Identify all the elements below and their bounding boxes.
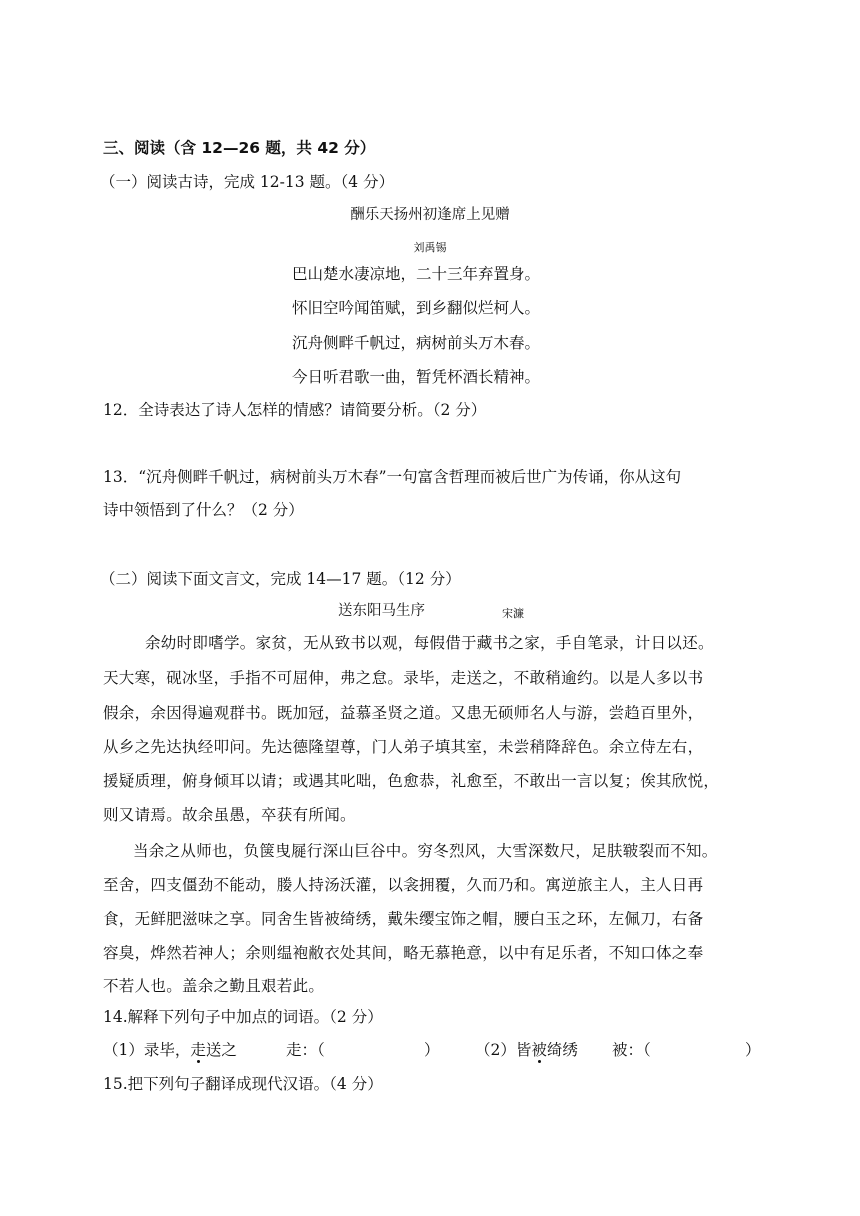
para2-line-3: 食，无鲜肥滋味之享。同舍生皆被绮绣，戴朱缨宝饰之帽，腰白玉之环，左佩刀，右备 [103,910,704,928]
q14-item2-answer-close: ） [745,1041,761,1059]
section-heading: 三、阅读（含 12—26 题，共 42 分） [103,139,376,157]
para1-line-2: 天大寒，砚冰坚，手指不可屈伸，弗之怠。录毕，走送之，不敢稍逾约。以是人多以书 [103,669,704,687]
q14-item2-answer-label: 被：（ [612,1041,651,1059]
q14-item1-prefix: （1）录毕， [103,1041,191,1059]
para1-line-3: 假余，余因得遍观群书。既加冠，益慕圣贤之道。又患无硕师名人与游，尝趋百里外， [103,704,704,722]
question-14-item-1 [103,1040,237,1060]
poem-title: 酬乐天扬州初逢席上见赠 [350,207,510,223]
question-13-line-1: 13．“沉舟侧畔千帆过，病树前头万木春”一句富含哲理而被后世广为传诵，你从这句 [103,468,682,486]
poem-line-2: 怀旧空吟闻笛赋，到乡翻似烂柯人。 [292,299,541,317]
para1-line-6: 则又请焉。故余虽愚，卒获有所闻。 [103,806,356,824]
part1-intro: （一）阅读古诗，完成 12-13 题。（4 分） [100,173,395,191]
question-14-item-2 [475,1040,578,1060]
para1-line-1: 余幼时即嗜学。家贫，无从致书以观，每假借于藏书之家，手自笔录，计日以还。 [145,634,714,652]
q14-item1-dotted-word: 走 [190,1041,206,1059]
para2-line-5: 不若人也。盖余之勤且艰若此。 [103,977,325,995]
para2-line-2: 至舍，四支僵劲不能动，媵人持汤沃灌，以衾拥覆，久而乃和。寓逆旅主人，主人日再 [103,876,704,894]
para2-line-1: 当余之从师也，负箧曳屣行深山巨谷中。穷冬烈风，大雪深数尺，足肤皲裂而不知。 [133,842,718,860]
q14-item1-answer-label: 走：（ [286,1041,325,1059]
q14-item2-dotted-word: 被 [531,1041,547,1059]
q14-item2-prefix: （2）皆 [475,1041,532,1059]
question-13-line-2: 诗中领悟到了什么？（2 分） [103,501,304,519]
poem-line-1: 巴山楚水凄凉地，二十三年弃置身。 [292,265,541,283]
question-15: 15.把下列句子翻译成现代汉语。（4 分） [103,1075,383,1093]
poem-line-3: 沉舟侧畔千帆过，病树前头万木春。 [292,334,541,352]
poem-author: 刘禹锡 [413,241,447,254]
question-14: 14.解释下列句子中加点的词语。（2 分） [103,1008,383,1026]
para1-line-4: 从乡之先达执经叩问。先达德隆望尊，门人弟子填其室，未尝稍降辞色。余立侍左右， [103,738,704,756]
q14-item1-suffix: 送之 [205,1041,237,1059]
poem-line-4: 今日听君歌一曲，暂凭杯酒长精神。 [292,368,541,386]
text-title: 送东阳马生序 [338,603,425,619]
part2-intro: （二）阅读下面文言文，完成 14—17 题。（12 分） [100,570,461,588]
text-author: 宋濂 [502,607,524,620]
q14-item1-answer-close: ） [424,1041,440,1059]
para1-line-5: 援疑质理，俯身倾耳以请；或遇其叱咄，色愈恭，礼愈至，不敢出一言以复；俟其欣悦， [103,772,720,790]
question-12: 12．全诗表达了诗人怎样的情感？请简要分析。（2 分） [103,401,487,419]
para2-line-4: 容臭，烨然若神人；余则缊袍敝衣处其间，略无慕艳意，以中有足乐者，不知口体之奉 [103,944,704,962]
q14-item2-suffix: 绮绣 [546,1041,578,1059]
